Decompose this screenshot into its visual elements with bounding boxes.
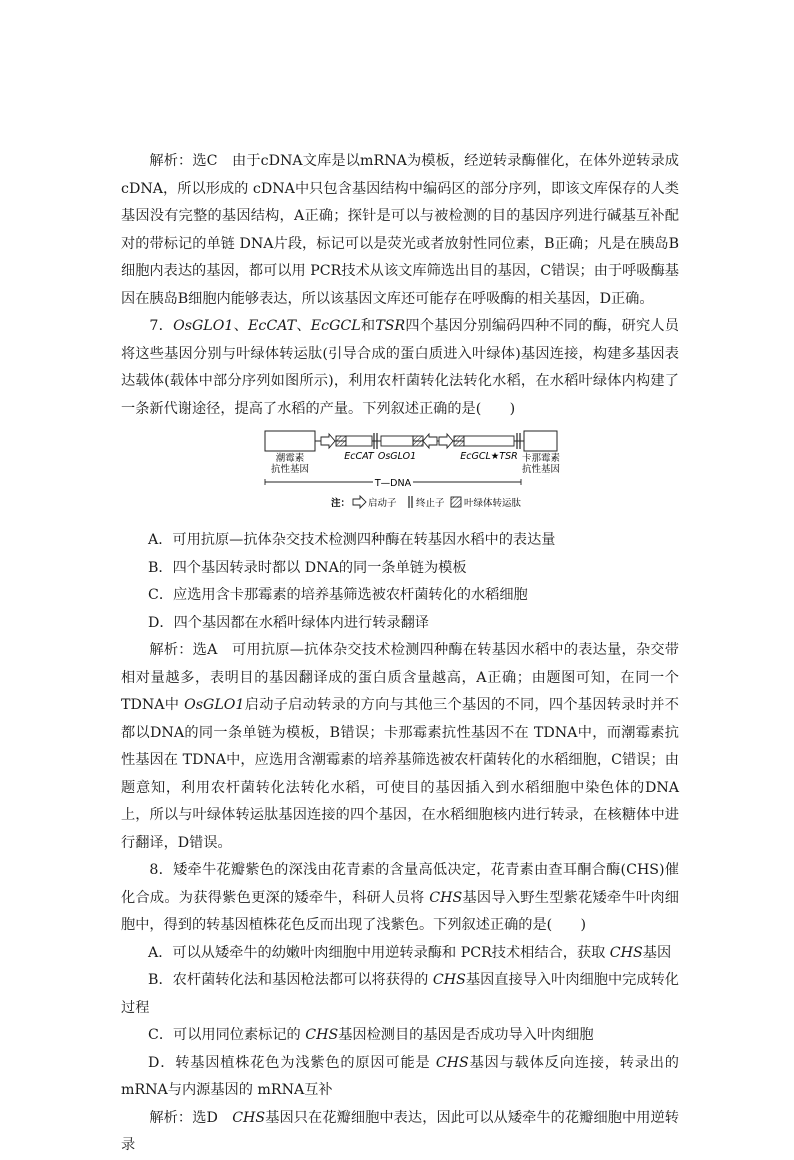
left-box-line2: 抗性基因: [270, 464, 310, 475]
transit-peptide-icon: [336, 436, 346, 446]
q7-explain-part2: 启动子启动转录的方向与其他三个基因的不同，四个基因转录时并不都以DNA的同一条单链为模板，B错误；卡那霉素抗性基因不在 TDNA中，而潮霉素抗性基因在 TDNA中，应选用含潮霉素的培养基筛选被农杆菌转化的水稻细胞，C错误；由题意知，利用农杆菌转化法转化水稻，可使目的基因插入到水稻细胞中染色体的DNA上，所以与叶绿体转运肽基因连接的四个基因，在水稻细胞核内进行转录，在核糖体中进行翻译，D错误。: [121, 697, 679, 851]
q8-option-c: [121, 1022, 679, 1050]
hygromycin-box: [265, 431, 315, 451]
transit-peptide-icon: [413, 436, 423, 446]
q6-explanation: 解析：选C 由于cDNA文库是以mRNA为模板，经逆转录酶催化，在体外逆转录成cDNA，所以形成的 cDNA中只包含基因结构中编码区的部分序列，即该文库保存的人类基因没有完整的基因结构，A正确；探针是可以与被检测的目的基因序列进行碱基互补配对的带标记的单链 DNA片段，标记可以是荧光或者放射性同位素，B正确；凡是在胰岛B细胞内表达的基因，都可以用 PCR技术从该文库筛选出目的基因，C错误；由于呼吸酶基因在胰岛B细胞内能够表达，所以该基因文库还可能存在呼吸酶的相关基因，D正确。: [121, 153, 679, 307]
transit-peptide-icon: [454, 436, 464, 446]
q7-option-c: C．应选用含卡那霉素的培养基筛选被农杆菌转化的水稻细胞: [148, 587, 528, 603]
gene-ecgcl: EcGCL: [310, 318, 361, 334]
q8-explain-part1: 解析：选D: [149, 1109, 233, 1126]
q8-stem: [121, 857, 679, 940]
q7-option-d: D．四个基因都在水稻叶绿体内进行转录翻译: [148, 614, 429, 631]
q8-optD-gene: CHS: [435, 1054, 469, 1071]
legend-promoter-icon: [353, 496, 366, 508]
promoter-reversed-icon: [423, 434, 437, 448]
legend-terminator: 终止子: [416, 498, 445, 509]
label-osglo1: OsGLO1: [377, 451, 417, 462]
q8-gene: CHS: [429, 889, 463, 906]
q7-explain-part1: 解析：选A 可用抗原—抗体杂交技术检测四种酶在转基因水稻中的表达量，杂交带相对量越多，表明目的基因翻译成的蛋白质含量越高，A正确；由题图可知，在同一个 TDNA中: [121, 642, 679, 713]
left-box-line1: 潮霉素: [275, 453, 305, 464]
q8-optA-part2: 基因: [642, 944, 672, 961]
q8-stem-part2: 基因导入野生型紫花矮牵牛叶肉细胞中，得到的转基因植株花色反而出现了浅紫色。下列叙述正确的是( ): [121, 889, 679, 933]
q8-optD-part1: D．转基因植株花色为浅紫色的原因可能是: [148, 1054, 436, 1071]
gene-tsr: TSR: [375, 318, 406, 334]
right-box-line2: 抗性基因: [521, 464, 561, 475]
q8-option-d: [121, 1050, 679, 1105]
q8-optD-part2: 基因与载体反向连接，转录出的mRNA与内源基因的 mRNA互补: [121, 1054, 679, 1098]
q8-explanation: [121, 1105, 679, 1160]
eccat-box: [346, 436, 372, 446]
promoter-icon: [321, 434, 335, 448]
right-box-line1: 卡那霉素: [521, 453, 561, 464]
ecgcl-tsr-box: [464, 436, 514, 446]
q7-stem-text: 四个基因分别编码四种不同的酶，研究人员将这些基因分别与叶绿体转运肽(引导合成的蛋白质进入叶绿体)基因连接，构建多基因表达载体(载体中部分序列如图所示)，利用农杆菌转化法转化水稻，在水稻叶绿体内构建了一条新代谢途径，提高了水稻的产量。下列叙述正确的是( ): [121, 318, 679, 417]
q8-optA-part1: A．可以从矮牵牛的幼嫩叶肉细胞中用逆转录酶和 PCR技术相结合，获取: [148, 944, 610, 961]
document-body: [121, 148, 679, 1160]
legend-note: 注：: [331, 498, 351, 509]
q8-optB-part2: 基因直接导入叶肉细胞中完成转化过程: [121, 972, 679, 1016]
q7-sep1: 、: [233, 318, 249, 334]
q7-stem: [121, 313, 679, 423]
q8-explain-part2: 基因只在花瓣细胞中表达，因此可以从矮牵牛的花瓣细胞中用逆转录: [121, 1109, 679, 1153]
q8-optB-part1: B．农杆菌转化法和基因枪法都可以将获得的: [148, 972, 433, 988]
q8-optA-gene: CHS: [609, 944, 643, 961]
label-eccat: EcCAT: [344, 451, 374, 462]
tdna-label: T—DNA: [374, 478, 412, 489]
tdna-diagram: [261, 427, 561, 521]
q7-option-b: B．四个基因转录时都以 DNA的同一条单链为模板: [148, 559, 467, 576]
q8-stem-part1: 8．矮牵牛花瓣紫色的深浅由花青素的含量高低决定，花青素由查耳酮合酶(CHS)催化合成。为获得紫色更深的矮牵牛，科研人员将: [121, 862, 679, 906]
q8-optB-gene: CHS: [432, 972, 466, 988]
q7-and: 和: [360, 318, 376, 334]
q7-sep2: 、: [296, 318, 311, 334]
legend-transit-icon: [451, 497, 461, 507]
gene-osglo1: OsGLO1: [173, 318, 234, 334]
legend-transit: 叶绿体转运肽: [464, 498, 522, 509]
q8-option-b: [121, 967, 679, 1022]
q7-explain-gene: OsGLO1: [184, 697, 245, 713]
label-ecgcl-tsr: EcGCL★TSR: [460, 451, 518, 462]
osglo1-box: [381, 436, 413, 446]
q8-optC-gene: CHS: [305, 1027, 339, 1043]
q8-explain-gene: CHS: [232, 1109, 266, 1126]
q7-explanation: [121, 637, 679, 857]
promoter-icon: [439, 434, 453, 448]
q8-optC-part1: C．可以用同位素标记的: [148, 1027, 306, 1043]
gene-eccat: EcCAT: [248, 318, 297, 334]
tdna-figure: [121, 425, 679, 523]
q8-optC-part2: 基因检测目的基因是否成功导入叶肉细胞: [338, 1027, 594, 1043]
q7-number: 7．: [149, 318, 174, 334]
kanamycin-box: [524, 431, 557, 451]
q8-option-a: [121, 940, 679, 968]
q7-option-a: A．可用抗原—抗体杂交技术检测四种酶在转基因水稻中的表达量: [148, 532, 556, 548]
legend-promoter: 启动子: [368, 498, 397, 509]
